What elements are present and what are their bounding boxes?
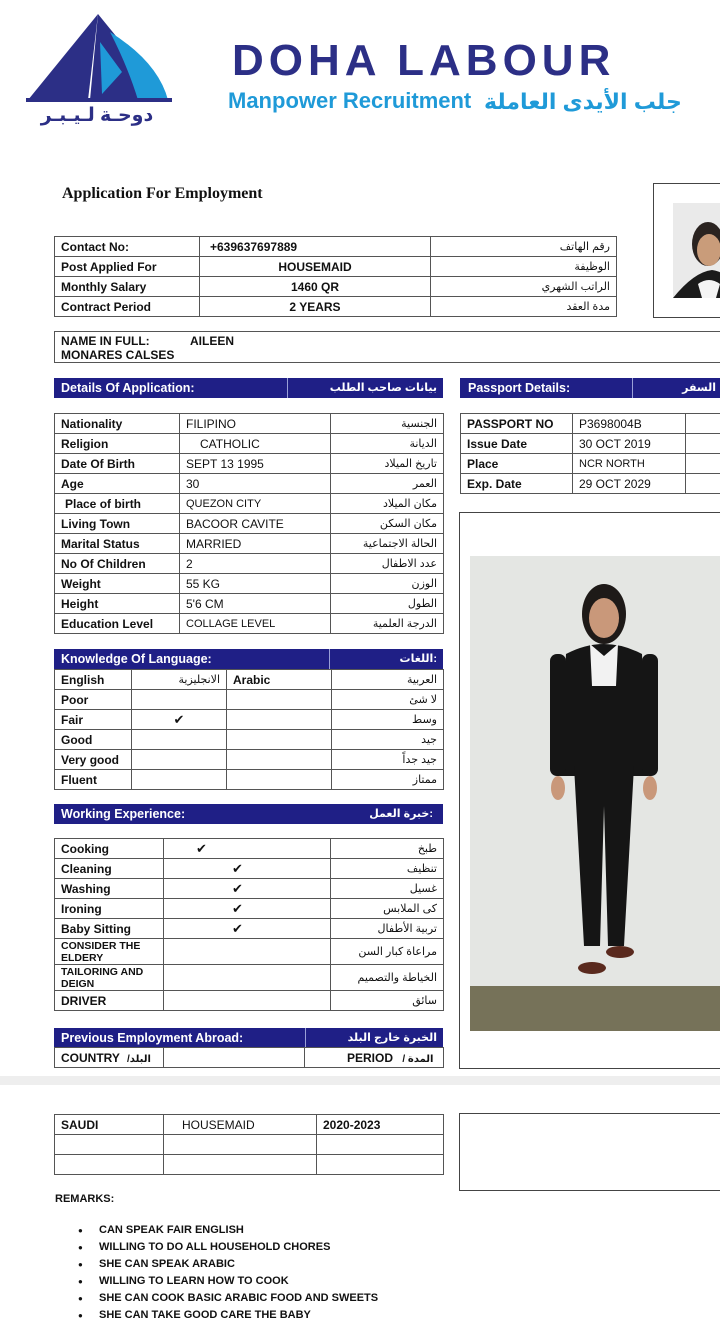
skill-label-ar: سائق [331,991,444,1011]
full-name-rest: MONARES CALSES [61,348,175,362]
details-label-ar: عدد الاطفال [331,554,444,574]
employment-position: HOUSEMAID [164,1115,317,1135]
language-col-arabic-ar: العربية [332,670,444,690]
details-label: Religion [55,434,180,454]
details-label: Education Level [55,614,180,634]
skill-mark: ✔ [164,899,331,919]
table-row [461,414,720,434]
skill-mark: ✔ [164,879,331,899]
experience-header [54,804,443,824]
employment-country [55,1135,164,1155]
language-level: Fluent [55,770,132,790]
employment-position [164,1155,317,1175]
experience-header-title: Working Experience: [61,807,186,821]
skill-label-ar: كى الملابس [331,899,444,919]
country-column-label-ar: /البلد [127,1053,151,1065]
table-row [55,939,444,965]
details-value: 30 [180,474,331,494]
header-divider [287,378,288,398]
details-label: Nationality [55,414,180,434]
contract-value: +639637697889 [200,237,431,257]
full-body-photo-frame [459,512,720,1069]
arabic-level-mark [227,770,332,790]
contract-label-ar: رقم الهاتف [431,237,617,257]
employment-period [317,1155,444,1175]
skill-label-ar: مراعاة كبار السن [331,939,444,965]
skill-mark: ✔ [164,859,331,879]
full-name-label: NAME IN FULL: [61,334,150,348]
table-row [55,534,444,554]
table-row [55,514,444,534]
passport-label: Exp. Date [461,474,573,494]
details-label: Date Of Birth [55,454,180,474]
remarks-title: REMARKS: [55,1193,115,1205]
employment-position [164,1135,317,1155]
details-value: SEPT 13 1995 [180,454,331,474]
page-title: Application For Employment [62,185,263,202]
details-label-ar: الطول [331,594,444,614]
employment-period [317,1135,444,1155]
experience-header-ar: :خبرة العمل [369,808,433,820]
table-row [55,1135,444,1155]
table-row [461,454,720,474]
table-row [55,879,444,899]
contract-label-ar: الوظيفة [431,257,617,277]
previous-employment-header [54,1028,443,1048]
passport-extra-cell [686,454,720,474]
doha-labour-logo-icon [18,12,178,104]
period-column-label: PERIOD [347,1050,394,1065]
table-row [55,1155,444,1175]
details-header [54,378,443,398]
details-value: BACOOR CAVITE [180,514,331,534]
table-row [55,750,444,770]
list-item: ● SHE CAN SPEAK ARABIC [78,1256,378,1273]
full-name-box [54,331,720,363]
skill-mark [164,939,331,965]
employment-country [55,1155,164,1175]
details-label: Height [55,594,180,614]
table-row [55,277,617,297]
contract-table [54,236,617,317]
details-value: COLLAGE LEVEL [180,614,331,634]
position-column-header [164,1048,305,1068]
contract-label: Contact No: [55,237,200,257]
table-row [55,494,444,514]
passport-photo-frame [653,183,720,318]
language-table [54,669,444,790]
details-label-ar: تاريخ الميلاد [331,454,444,474]
arabic-level-mark [227,750,332,770]
table-row [55,710,444,730]
passport-table [460,413,720,494]
table-row [55,237,617,257]
details-label-ar: العمر [331,474,444,494]
table-row [55,414,444,434]
applicant-full-body-photo [470,556,720,1031]
details-value: CATHOLIC [180,434,331,454]
header-divider [632,378,633,398]
full-name-first: AILEEN [190,334,235,348]
language-level-ar: ممتاز [332,770,444,790]
language-level: Very good [55,750,132,770]
details-label-ar: مكان السكن [331,514,444,534]
passport-header-title: Passport Details: [468,381,571,395]
passport-value: 29 OCT 2029 [573,474,686,494]
skill-mark [164,991,331,1011]
contract-value: 1460 QR [200,277,431,297]
skill-label-ar: الخياطة والتصميم [331,965,444,991]
list-item: ● CAN SPEAK FAIR ENGLISH [78,1222,378,1239]
skill-label: Baby Sitting [55,919,164,939]
contract-label-ar: مدة العقد [431,297,617,317]
table-row [55,919,444,939]
contract-label: Contract Period [55,297,200,317]
table-row [55,614,444,634]
page-break-gap [0,1076,720,1085]
list-item: ● SHE CAN COOK BASIC ARABIC FOOD AND SWEETS [78,1290,378,1307]
passport-extra-cell [686,474,720,494]
table-row [461,474,720,494]
table-row [55,454,444,474]
arabic-level-mark [227,730,332,750]
applicant-passport-photo [654,184,720,317]
table-row [55,434,444,454]
details-label: Weight [55,574,180,594]
language-level: Fair [55,710,132,730]
skill-label: Washing [55,879,164,899]
table-row [55,770,444,790]
details-value: 2 [180,554,331,574]
language-level-ar: لا شئ [332,690,444,710]
details-label-ar: الوزن [331,574,444,594]
table-row [55,859,444,879]
table-row [55,670,444,690]
language-header-ar: :اللغات [399,653,437,665]
details-label-ar: الجنسية [331,414,444,434]
skill-label: TAILORING AND DEIGN [55,965,164,991]
contract-value: 2 YEARS [200,297,431,317]
details-value: MARRIED [180,534,331,554]
table-row [55,899,444,919]
table-row [55,554,444,574]
table-row [55,574,444,594]
language-level: Poor [55,690,132,710]
passport-label: Issue Date [461,434,573,454]
brand-subtitle-arabic: جلب الأيدى العاملة [484,89,682,114]
skill-label-ar: غسيل [331,879,444,899]
previous-employment-header-title: Previous Employment Abroad: [61,1031,244,1045]
arabic-level-mark [227,710,332,730]
passport-header [460,378,720,398]
language-level-ar: وسط [332,710,444,730]
details-label: Living Town [55,514,180,534]
language-level-ar: جيد جداً [332,750,444,770]
details-value: 55 KG [180,574,331,594]
passport-header-ar: السفر [682,382,716,394]
details-label: No Of Children [55,554,180,574]
passport-extra-cell [686,434,720,454]
skill-label-ar: تنظيف [331,859,444,879]
table-row [55,991,444,1011]
language-col-english-ar: الانجليزية [132,670,227,690]
table-row [55,690,444,710]
list-item: ● WILLING TO LEARN HOW TO COOK [78,1273,378,1290]
table-row [55,297,617,317]
language-level-ar: جيد [332,730,444,750]
contract-value: HOUSEMAID [200,257,431,277]
skill-label: Cleaning [55,859,164,879]
table-row [55,1115,444,1135]
language-header [54,649,443,669]
english-level-mark [132,690,227,710]
passport-label: Place [461,454,573,474]
details-table [54,413,444,634]
details-header-ar: بيانات صاحب الطلب [329,382,437,394]
language-col-english: English [55,670,132,690]
previous-employment-header-ar: الخبرة خارج البلد [347,1032,437,1044]
details-label: Age [55,474,180,494]
list-item: ● WILLING TO DO ALL HOUSEHOLD CHORES [78,1239,378,1256]
table-row [55,1048,444,1068]
arabic-level-mark [227,690,332,710]
employment-country: SAUDI [55,1115,164,1135]
table-row [55,594,444,614]
skill-label: Cooking [55,839,164,859]
table-row [55,839,444,859]
details-label-ar: الديانة [331,434,444,454]
details-label: Marital Status [55,534,180,554]
language-level: Good [55,730,132,750]
brand-subtitle: Manpower Recruitment [228,88,472,113]
country-column-label: COUNTRY [61,1050,120,1065]
contract-label: Post Applied For [55,257,200,277]
table-row [55,965,444,991]
country-column-header [55,1048,164,1068]
header-divider [329,649,330,669]
skill-label: CONSIDER THE ELDERY [55,939,164,965]
skill-mark: ✔ [164,839,331,859]
previous-employment-columns [54,1047,444,1068]
remarks-list [78,1222,378,1324]
details-header-title: Details Of Application: [61,381,195,395]
table-row [55,257,617,277]
skill-label-ar: تربية الأطفال [331,919,444,939]
skill-mark: ✔ [164,919,331,939]
skill-label: Ironing [55,899,164,919]
details-label: Place of birth [55,494,180,514]
previous-employment-table [54,1114,444,1175]
english-level-mark [132,730,227,750]
skill-mark [164,965,331,991]
contract-label-ar: الراتب الشهري [431,277,617,297]
logo-arabic-text: دوحـة لـيـبـر [40,105,154,126]
english-level-mark [132,770,227,790]
table-row [461,434,720,454]
passport-extra-cell [686,414,720,434]
passport-label: PASSPORT NO [461,414,573,434]
table-row [55,474,444,494]
details-value: FILIPINO [180,414,331,434]
brand-title: DOHA LABOUR [232,36,616,85]
passport-value: P3698004B [573,414,686,434]
english-level-mark: ✔ [132,710,227,730]
details-label-ar: مكان الميلاد [331,494,444,514]
passport-value: NCR NORTH [573,454,686,474]
details-label-ar: الحالة الاجتماعية [331,534,444,554]
details-value: QUEZON CITY [180,494,331,514]
passport-value: 30 OCT 2019 [573,434,686,454]
empty-box [459,1113,720,1191]
experience-table [54,838,444,1011]
period-column-label-ar: / المدة [402,1053,434,1065]
header-divider [305,1028,306,1048]
language-header-title: Knowledge Of Language: [61,652,212,666]
contract-label: Monthly Salary [55,277,200,297]
period-column-header [305,1048,444,1068]
details-label-ar: الدرجة العلمية [331,614,444,634]
details-value: 5'6 CM [180,594,331,614]
skill-label: DRIVER [55,991,164,1011]
skill-label-ar: طبخ [331,839,444,859]
language-col-arabic: Arabic [227,670,332,690]
list-item: ● SHE CAN TAKE GOOD CARE THE BABY [78,1307,378,1324]
employment-period: 2020-2023 [317,1115,444,1135]
english-level-mark [132,750,227,770]
table-row [55,730,444,750]
